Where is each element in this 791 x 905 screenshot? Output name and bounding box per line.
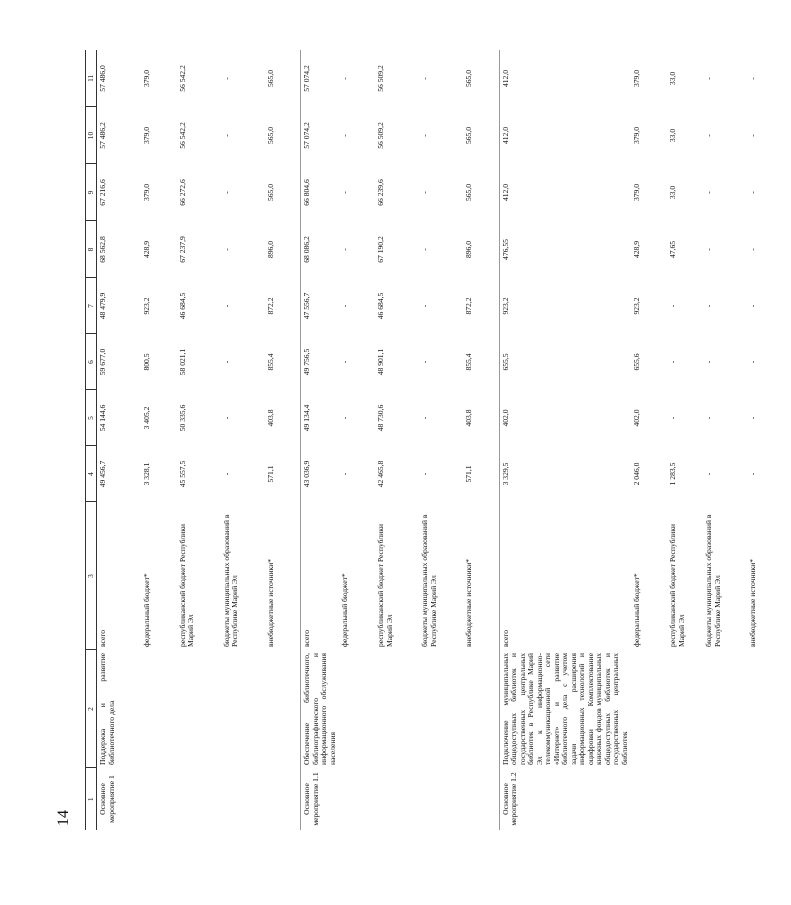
activity-code-cell xyxy=(339,768,375,830)
amount-cell: 33,0 xyxy=(668,185,678,200)
amount-cell: 47,65 xyxy=(668,240,678,259)
activity-code-cell xyxy=(419,768,463,830)
amount-cell: - xyxy=(420,304,430,308)
amount-cell: - xyxy=(221,416,231,420)
amount-cell: 57 486,2 xyxy=(98,122,108,149)
amount-cell: 2 046,0 xyxy=(632,462,642,486)
table-row xyxy=(631,50,667,830)
amount-cell: 565,0 xyxy=(265,69,275,88)
table-row xyxy=(221,50,265,830)
funding-source-cell: всего xyxy=(499,502,631,650)
rotated-table-block xyxy=(85,50,758,830)
amount-cell: - xyxy=(420,360,430,364)
amount-cell: 571,1 xyxy=(265,465,275,483)
funding-source-cell: республиканский бюджет Республики Марий Эл xyxy=(177,524,196,647)
amount-cell: 565,0 xyxy=(265,126,275,145)
table-row xyxy=(375,50,419,830)
activity-name-cell xyxy=(265,650,301,768)
budget-table xyxy=(85,50,791,830)
activity-code-cell xyxy=(141,768,177,830)
table-row xyxy=(667,50,703,830)
amount-cell: 56 509,2 xyxy=(376,65,386,92)
amount-cell: 57 074,2 xyxy=(301,107,340,164)
activity-code-cell xyxy=(703,768,747,830)
amount-cell: 33,0 xyxy=(668,128,678,143)
activity-name-cell xyxy=(667,650,703,768)
amount-cell: - xyxy=(340,472,350,476)
activity-name-cell xyxy=(339,650,375,768)
table-row xyxy=(301,50,340,830)
amount-cell: - xyxy=(221,77,231,80)
table-row xyxy=(265,50,301,830)
table-row xyxy=(177,50,221,830)
amount-cell: - xyxy=(704,360,714,364)
amount-cell: 43 036,9 xyxy=(301,446,340,502)
amount-cell: 565,0 xyxy=(464,126,474,145)
header-cell: 1 xyxy=(86,768,97,830)
amount-cell: 3 405,2 xyxy=(141,406,151,430)
amount-cell: - xyxy=(221,248,231,251)
amount-cell: - xyxy=(221,134,231,137)
header-cell: 5 xyxy=(86,390,97,446)
activity-name-cell xyxy=(419,650,463,768)
activity-name-cell: Подключение муниципальных общедоступных библиотек и государственных центральных библиотек в Республике Марий Эл к информационно-телекоммуникационной сети «Интернет» и развитие библиотечного дела с учетом задачи расширения информационных технологий и оцифровки Комплектование книжных фондов муниципальных общедоступных библиотек и государственных центральных библиотек xyxy=(499,650,631,768)
amount-cell: - xyxy=(704,134,714,137)
amount-cell: 379,0 xyxy=(632,126,642,145)
amount-cell: - xyxy=(340,416,350,420)
amount-cell: 54 144,6 xyxy=(98,404,108,432)
amount-cell: 48 479,9 xyxy=(98,292,108,320)
funding-source-cell: республиканский бюджет Республики Марий Эл xyxy=(376,524,394,647)
activity-name-cell xyxy=(703,650,747,768)
amount-cell: 896,0 xyxy=(464,240,474,259)
table-body xyxy=(86,50,791,830)
amount-cell: - xyxy=(420,472,430,476)
activity-code-cell xyxy=(375,768,419,830)
amount-cell: 428,9 xyxy=(632,240,642,259)
header-row xyxy=(86,50,97,830)
amount-cell: - xyxy=(340,191,350,194)
amount-cell: 476,55 xyxy=(499,221,631,278)
amount-cell: - xyxy=(748,304,758,308)
amount-cell: 57 486,0 xyxy=(98,65,108,92)
amount-cell: 379,0 xyxy=(632,183,642,202)
amount-cell: - xyxy=(340,248,350,251)
amount-cell: 66 239,6 xyxy=(376,179,386,206)
amount-cell: - xyxy=(748,191,758,194)
amount-cell: - xyxy=(748,77,758,80)
funding-source-cell: республиканский бюджет Республики Марий Эл xyxy=(668,524,686,647)
amount-cell: 57 074,2 xyxy=(301,50,340,107)
amount-cell: - xyxy=(704,416,714,420)
amount-cell: 45 557,5 xyxy=(177,460,187,488)
amount-cell: 402,0 xyxy=(499,390,631,446)
activity-code-cell xyxy=(177,768,221,830)
table-row xyxy=(703,50,747,830)
amount-cell: - xyxy=(420,134,430,137)
funding-source-cell: внебюджетные источники* xyxy=(265,558,275,647)
activity-name-cell: Обеспечение библиотечного, библиографического и информационного обслуживания населения xyxy=(301,650,340,768)
funding-source-cell: всего xyxy=(98,629,108,647)
table-row xyxy=(339,50,375,830)
amount-cell: - xyxy=(420,191,430,194)
funding-source-cell: федеральный бюджет* xyxy=(340,573,350,647)
activity-code-cell xyxy=(265,768,301,830)
activity-code-cell: Основное мероприятие 1.2 xyxy=(499,768,631,830)
amount-cell: 402,0 xyxy=(632,409,642,427)
amount-cell: 872,2 xyxy=(464,297,474,315)
amount-cell: - xyxy=(704,472,714,476)
amount-cell: 49 134,4 xyxy=(301,390,340,446)
amount-cell: 412,0 xyxy=(499,164,631,221)
amount-cell: 923,2 xyxy=(141,297,151,315)
activity-name-cell xyxy=(177,650,221,768)
header-cell: 11 xyxy=(86,50,97,107)
amount-cell: - xyxy=(748,360,758,364)
activity-code-cell xyxy=(221,768,265,830)
funding-source-cell: всего xyxy=(301,502,340,650)
amount-cell: - xyxy=(420,416,430,420)
amount-cell: 67 190,2 xyxy=(376,236,386,263)
amount-cell: 379,0 xyxy=(632,69,642,88)
amount-cell: 565,0 xyxy=(464,69,474,88)
amount-cell: - xyxy=(668,416,678,420)
amount-cell: 66 804,6 xyxy=(301,164,340,221)
amount-cell: - xyxy=(668,304,678,308)
activity-name-cell xyxy=(747,650,791,768)
amount-cell: - xyxy=(748,248,758,251)
amount-cell: - xyxy=(668,360,678,364)
amount-cell: 403,8 xyxy=(464,409,474,427)
header-cell: 4 xyxy=(86,446,97,502)
amount-cell: - xyxy=(221,191,231,194)
table-row xyxy=(97,50,141,830)
amount-cell: 655,5 xyxy=(499,334,631,390)
amount-cell: 379,0 xyxy=(141,183,151,202)
amount-cell: 48 901,1 xyxy=(376,348,386,376)
amount-cell: 872,2 xyxy=(265,297,275,315)
amount-cell: 46 684,5 xyxy=(177,292,187,320)
amount-cell: 56 509,2 xyxy=(376,122,386,149)
amount-cell: 49 456,7 xyxy=(98,460,108,488)
amount-cell: 50 335,6 xyxy=(177,404,187,432)
amount-cell: - xyxy=(748,416,758,420)
amount-cell: - xyxy=(340,77,350,80)
amount-cell: - xyxy=(704,191,714,194)
amount-cell: 59 677,0 xyxy=(98,348,108,376)
header-cell: 7 xyxy=(86,278,97,334)
header-cell: 3 xyxy=(86,502,97,650)
activity-code-cell xyxy=(747,768,791,830)
amount-cell: 800,5 xyxy=(141,353,151,371)
amount-cell: - xyxy=(340,304,350,308)
amount-cell: 923,2 xyxy=(632,297,642,315)
amount-cell: - xyxy=(704,77,714,80)
amount-cell: - xyxy=(420,77,430,80)
table-row xyxy=(463,50,499,830)
amount-cell: 3 329,5 xyxy=(499,446,631,502)
amount-cell: 428,9 xyxy=(141,240,151,259)
amount-cell: 33,0 xyxy=(668,71,678,86)
activity-code-cell: Основное мероприятие 1.1 xyxy=(301,768,340,830)
table-row xyxy=(747,50,791,830)
funding-source-cell: бюджеты муниципальных образований в Республике Марий Эл xyxy=(704,514,722,647)
activity-name-cell: Поддержка и развитие библиотечного дела xyxy=(98,653,116,765)
amount-cell: 68 562,8 xyxy=(98,236,108,263)
amount-cell: 403,8 xyxy=(265,409,275,427)
funding-source-cell: бюджеты муниципальных образований в Республике Марий Эл xyxy=(420,514,438,647)
funding-source-cell: внебюджетные источники* xyxy=(748,558,758,647)
amount-cell: 379,0 xyxy=(141,126,151,145)
amount-cell: 56 542,2 xyxy=(177,65,187,92)
amount-cell: 67 216,6 xyxy=(98,179,108,206)
amount-cell: - xyxy=(221,360,231,364)
amount-cell: 46 684,5 xyxy=(376,292,386,320)
amount-cell: 855,4 xyxy=(464,353,474,371)
funding-source-cell: бюджеты муниципальных образований в Республике Марий Эл xyxy=(221,514,240,647)
amount-cell: - xyxy=(748,134,758,137)
activity-name-cell xyxy=(221,650,265,768)
activity-code-cell xyxy=(667,768,703,830)
amount-cell: 49 756,5 xyxy=(301,334,340,390)
activity-code-cell xyxy=(631,768,667,830)
amount-cell: 47 556,7 xyxy=(301,278,340,334)
amount-cell: 855,4 xyxy=(265,353,275,371)
amount-cell: 412,0 xyxy=(499,50,631,107)
amount-cell: - xyxy=(748,472,758,476)
table-row xyxy=(141,50,177,830)
amount-cell: 379,0 xyxy=(141,69,151,88)
header-cell: 8 xyxy=(86,221,97,278)
activity-name-cell xyxy=(141,650,177,768)
funding-source-cell: федеральный бюджет* xyxy=(632,573,642,647)
amount-cell: 42 465,8 xyxy=(376,460,386,488)
amount-cell: - xyxy=(221,472,231,476)
amount-cell: 655,6 xyxy=(632,353,642,371)
amount-cell: 565,0 xyxy=(265,183,275,202)
amount-cell: 896,0 xyxy=(265,240,275,259)
table-row xyxy=(499,50,631,830)
amount-cell: 48 730,6 xyxy=(376,404,386,432)
table-row xyxy=(419,50,463,830)
amount-cell: - xyxy=(340,360,350,364)
amount-cell: 565,0 xyxy=(464,183,474,202)
amount-cell: 412,0 xyxy=(499,107,631,164)
amount-cell: - xyxy=(704,304,714,308)
funding-source-cell: внебюджетные источники* xyxy=(464,558,474,647)
activity-name-cell xyxy=(631,650,667,768)
activity-code-cell: Основное мероприятие 1 xyxy=(98,775,116,823)
header-cell: 9 xyxy=(86,164,97,221)
activity-name-cell xyxy=(375,650,419,768)
page-number: 14 xyxy=(55,810,72,826)
amount-cell: 66 272,6 xyxy=(177,179,187,206)
amount-cell: - xyxy=(704,248,714,251)
amount-cell: - xyxy=(420,248,430,251)
amount-cell: - xyxy=(340,134,350,137)
header-cell: 6 xyxy=(86,334,97,390)
amount-cell: 56 542,2 xyxy=(177,122,187,149)
amount-cell: 3 328,1 xyxy=(141,462,151,486)
amount-cell: 58 021,1 xyxy=(177,348,187,376)
activity-code-cell xyxy=(463,768,499,830)
activity-name-cell xyxy=(463,650,499,768)
amount-cell: 68 086,2 xyxy=(301,221,340,278)
header-cell: 10 xyxy=(86,107,97,164)
header-cell: 2 xyxy=(86,650,97,768)
amount-cell: - xyxy=(221,304,231,308)
amount-cell: 571,1 xyxy=(464,465,474,483)
amount-cell: 1 283,5 xyxy=(668,462,678,486)
amount-cell: 923,2 xyxy=(499,278,631,334)
amount-cell: 67 237,9 xyxy=(177,236,187,263)
funding-source-cell: федеральный бюджет* xyxy=(141,573,151,647)
